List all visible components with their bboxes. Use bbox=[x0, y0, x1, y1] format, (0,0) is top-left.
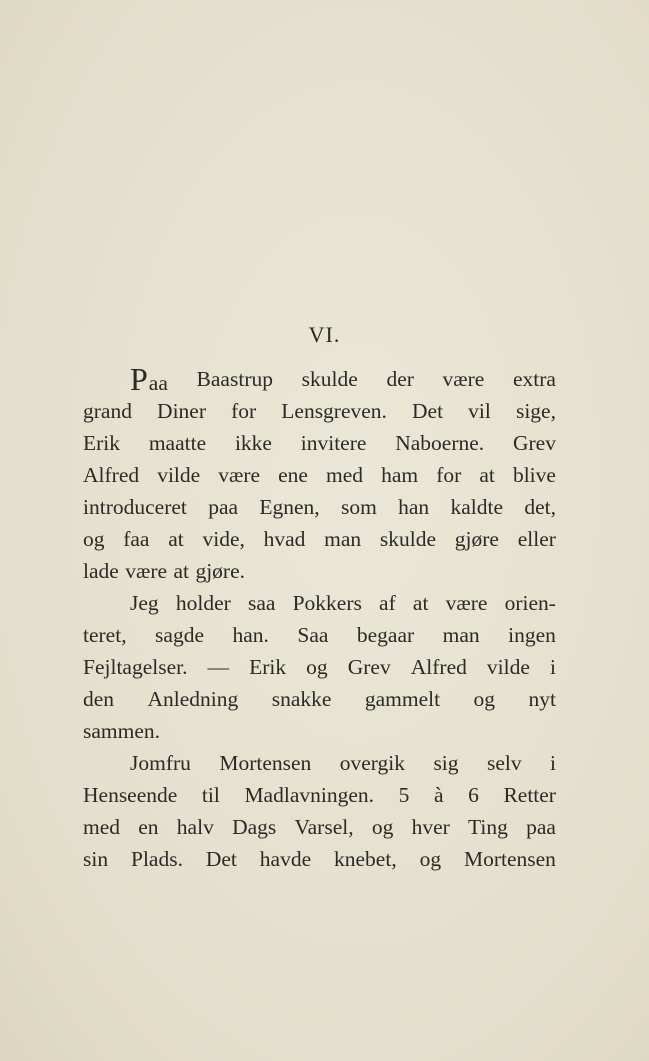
word: ikke bbox=[234, 431, 272, 455]
word: Baastrup bbox=[196, 367, 273, 391]
word: paa bbox=[208, 495, 239, 519]
word: faa bbox=[123, 527, 150, 551]
text-line bbox=[83, 747, 556, 779]
text-line bbox=[83, 811, 556, 843]
text-line bbox=[83, 395, 556, 427]
word: Saa bbox=[297, 623, 329, 647]
word: vide, bbox=[202, 527, 245, 551]
word: Lensgreven. bbox=[281, 399, 387, 423]
word: Grev bbox=[512, 431, 556, 455]
word: Alfred bbox=[410, 655, 467, 679]
word: Varsel, bbox=[294, 815, 354, 839]
word: skulde bbox=[301, 367, 358, 391]
word: og bbox=[83, 527, 105, 551]
drop-cap-initial: P bbox=[130, 361, 148, 397]
word: Fejltagelser. bbox=[83, 655, 188, 679]
word: være bbox=[125, 559, 168, 583]
word: Naboerne. bbox=[395, 431, 485, 455]
word: en bbox=[138, 815, 159, 839]
word: Egnen, bbox=[259, 495, 320, 519]
text-line bbox=[83, 555, 556, 587]
word: snakke bbox=[271, 687, 332, 711]
text-line bbox=[83, 779, 556, 811]
word: være bbox=[445, 591, 488, 615]
word: som bbox=[340, 495, 377, 519]
word: gammelt bbox=[364, 687, 441, 711]
word: sammen. bbox=[83, 719, 161, 743]
word: Det bbox=[412, 399, 444, 423]
word: med bbox=[326, 463, 364, 487]
word: sin bbox=[83, 847, 109, 871]
word: knebet, bbox=[334, 847, 397, 871]
word: lade bbox=[83, 559, 119, 583]
word: sig bbox=[433, 751, 459, 775]
word: af bbox=[379, 591, 396, 615]
word: Madlavningen. bbox=[244, 783, 375, 807]
word: Det bbox=[205, 847, 237, 871]
word: Plads. bbox=[130, 847, 183, 871]
word: paa bbox=[526, 815, 556, 839]
word: til bbox=[201, 783, 220, 807]
word: kaldte bbox=[450, 495, 504, 519]
word: grand bbox=[83, 399, 132, 423]
word: invitere bbox=[300, 431, 367, 455]
word: i bbox=[550, 751, 556, 775]
text-line bbox=[83, 587, 556, 619]
drop-cap-rest: aa bbox=[148, 371, 168, 395]
drop-cap-word bbox=[130, 363, 168, 395]
word: maatte bbox=[148, 431, 207, 455]
word: i bbox=[549, 655, 556, 679]
text-line bbox=[83, 715, 556, 747]
word: ingen bbox=[508, 623, 556, 647]
word: den bbox=[83, 687, 115, 711]
word: ene bbox=[278, 463, 308, 487]
word: Anledning bbox=[147, 687, 239, 711]
word: blive bbox=[512, 463, 556, 487]
word: nyt bbox=[528, 687, 556, 711]
word: Grev bbox=[347, 655, 391, 679]
word: man bbox=[442, 623, 480, 647]
text-line bbox=[83, 459, 556, 491]
word: Ting bbox=[468, 815, 508, 839]
word: med bbox=[83, 815, 121, 839]
word: 6 bbox=[468, 783, 479, 807]
word: vil bbox=[468, 399, 491, 423]
word: havde bbox=[259, 847, 312, 871]
word: og bbox=[371, 815, 394, 839]
word: være bbox=[442, 367, 485, 391]
word: for bbox=[436, 463, 462, 487]
word: Mortensen bbox=[463, 847, 556, 871]
text-line bbox=[83, 523, 556, 555]
chapter-heading: VI. bbox=[308, 322, 341, 347]
word: Retter bbox=[503, 783, 556, 807]
word: sige, bbox=[515, 399, 556, 423]
word: Henseende bbox=[83, 783, 178, 807]
word: at bbox=[412, 591, 429, 615]
word: hvad bbox=[263, 527, 306, 551]
text-line bbox=[83, 843, 556, 875]
word: han. bbox=[232, 623, 269, 647]
word: begaar bbox=[356, 623, 415, 647]
text-line bbox=[83, 683, 556, 715]
word: introduceret bbox=[83, 495, 187, 519]
word: saa bbox=[247, 591, 276, 615]
word: og bbox=[419, 847, 442, 871]
word: vilde bbox=[157, 463, 201, 487]
word: at bbox=[173, 559, 190, 583]
word: eller bbox=[517, 527, 556, 551]
word: — bbox=[207, 655, 230, 679]
word: Diner bbox=[157, 399, 206, 423]
body-text bbox=[83, 363, 556, 875]
word: og bbox=[306, 655, 328, 679]
word: ham bbox=[381, 463, 419, 487]
word: skulde bbox=[379, 527, 437, 551]
word: hver bbox=[411, 815, 450, 839]
text-line bbox=[83, 491, 556, 523]
text-line bbox=[83, 427, 556, 459]
word: Pokkers bbox=[292, 591, 362, 615]
word: teret, bbox=[83, 623, 127, 647]
text-line bbox=[83, 619, 556, 651]
word: Dags bbox=[232, 815, 277, 839]
word: gjøre bbox=[454, 527, 499, 551]
word: selv bbox=[486, 751, 522, 775]
word: han bbox=[398, 495, 430, 519]
word: at bbox=[168, 527, 184, 551]
text-line bbox=[83, 363, 556, 395]
word: man bbox=[324, 527, 362, 551]
word: sagde bbox=[155, 623, 204, 647]
word: Jeg bbox=[130, 591, 159, 615]
word: gjøre. bbox=[195, 559, 246, 583]
word: 5 bbox=[398, 783, 410, 807]
text-line bbox=[83, 651, 556, 683]
word: Erik bbox=[83, 431, 121, 455]
word: for bbox=[231, 399, 257, 423]
word: der bbox=[386, 367, 414, 391]
word: vilde bbox=[486, 655, 530, 679]
word: Jomfru bbox=[130, 751, 191, 775]
word: holder bbox=[175, 591, 231, 615]
word: og bbox=[473, 687, 496, 711]
word: extra bbox=[513, 367, 556, 391]
word: være bbox=[218, 463, 261, 487]
word: Erik bbox=[249, 655, 287, 679]
word: Mortensen bbox=[219, 751, 312, 775]
word: overgik bbox=[339, 751, 406, 775]
word: det, bbox=[524, 495, 556, 519]
word: Alfred bbox=[83, 463, 140, 487]
word: à bbox=[433, 783, 444, 807]
word: at bbox=[479, 463, 495, 487]
word: halv bbox=[176, 815, 214, 839]
word: orien- bbox=[504, 591, 556, 615]
